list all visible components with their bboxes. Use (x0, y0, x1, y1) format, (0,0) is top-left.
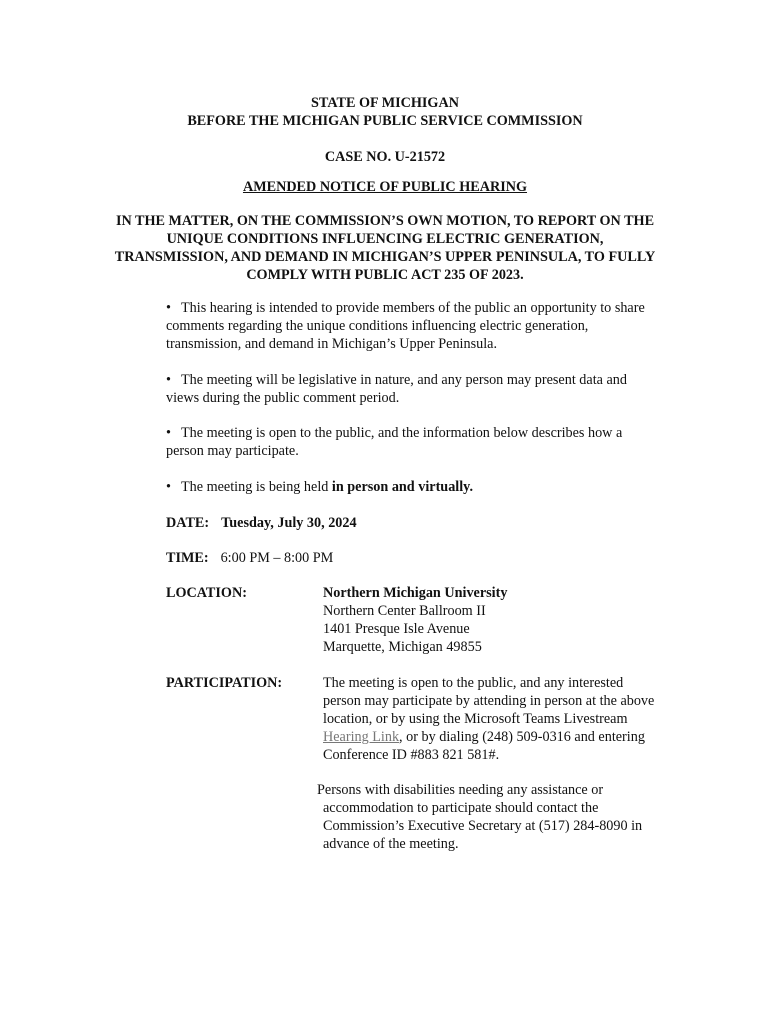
hearing-link[interactable]: Hearing Link (323, 729, 400, 745)
time-row (166, 549, 333, 567)
accessibility-line: accommodation to participate should contact the (323, 800, 599, 816)
bullet-item (166, 371, 686, 407)
participation-line: , or by dialing (248) 509-0316 and entering (399, 729, 645, 745)
bullet-text: The meeting will be legislative in nature, and any person may present data and (181, 372, 627, 388)
time-label: TIME: (166, 550, 209, 566)
participation-line: The meeting is open to the public, and any interested (323, 675, 624, 691)
bullet-dot-icon: • (166, 300, 171, 316)
accessibility-line: advance of the meeting. (323, 836, 459, 852)
bullet-text: The meeting is open to the public, and the information below describes how a (181, 425, 623, 441)
bullet-text: This hearing is intended to provide members of the public an opportunity to share (181, 300, 645, 316)
bullet-item (166, 424, 686, 460)
participation-label: PARTICIPATION: (166, 675, 283, 691)
matter-line: COMPLY WITH PUBLIC ACT 235 OF 2023. (246, 267, 524, 283)
date-row (166, 514, 357, 532)
matter-heading (85, 212, 685, 284)
bullet-item (166, 478, 686, 496)
participation-line: location, or by using the Microsoft Teams Livestream (323, 711, 628, 727)
location-venue: Northern Michigan University (323, 585, 508, 601)
matter-line: TRANSMISSION, AND DEMAND IN MICHIGAN’S UPPER PENINSULA, TO FULLY (114, 249, 656, 265)
accessibility-line: Persons with disabilities needing any assistance or (317, 782, 604, 798)
accessibility-note (317, 781, 687, 853)
bullet-dot-icon: • (166, 372, 171, 388)
bullet-text: person may participate. (166, 443, 299, 459)
bullet-item (166, 299, 686, 353)
date-label: DATE: (166, 515, 210, 531)
location-city: Marquette, Michigan 49855 (323, 639, 482, 655)
matter-line: UNIQUE CONDITIONS INFLUENCING ELECTRIC GENERATION, (166, 231, 604, 247)
participation-line: Conference ID #883 821 581#. (323, 747, 500, 763)
state-title: STATE OF MICHIGAN (311, 95, 459, 111)
participation-line: person may participate by attending in person at the above (323, 693, 655, 709)
time-value: 6:00 PM – 8:00 PM (220, 550, 334, 566)
location-address (323, 584, 507, 656)
bullet-text: The meeting is being held (181, 479, 332, 495)
participation-text (323, 674, 688, 764)
location-street: 1401 Presque Isle Avenue (323, 621, 470, 637)
bullet-dot-icon: • (166, 425, 171, 441)
header-block (0, 94, 770, 130)
commission-title: BEFORE THE MICHIGAN PUBLIC SERVICE COMMISSION (187, 113, 583, 129)
notice-title: AMENDED NOTICE OF PUBLIC HEARING (242, 179, 528, 195)
bullet-text: transmission, and demand in Michigan’s Upper Peninsula. (166, 336, 497, 352)
matter-line: IN THE MATTER, ON THE COMMISSION’S OWN MOTION, TO REPORT ON THE (115, 213, 655, 229)
bullet-bold-text: in person and virtually. (331, 479, 474, 495)
case-number: CASE NO. U-21572 (324, 149, 446, 165)
bullet-text: views during the public comment period. (166, 390, 400, 406)
bullet-text: comments regarding the unique conditions influencing electric generation, (166, 318, 589, 334)
accessibility-line: Commission’s Executive Secretary at (517) 284-8090 in (323, 818, 643, 834)
bullet-dot-icon: • (166, 479, 171, 495)
location-label: LOCATION: (166, 585, 247, 601)
location-room: Northern Center Ballroom II (323, 603, 486, 619)
date-value: Tuesday, July 30, 2024 (221, 515, 357, 531)
